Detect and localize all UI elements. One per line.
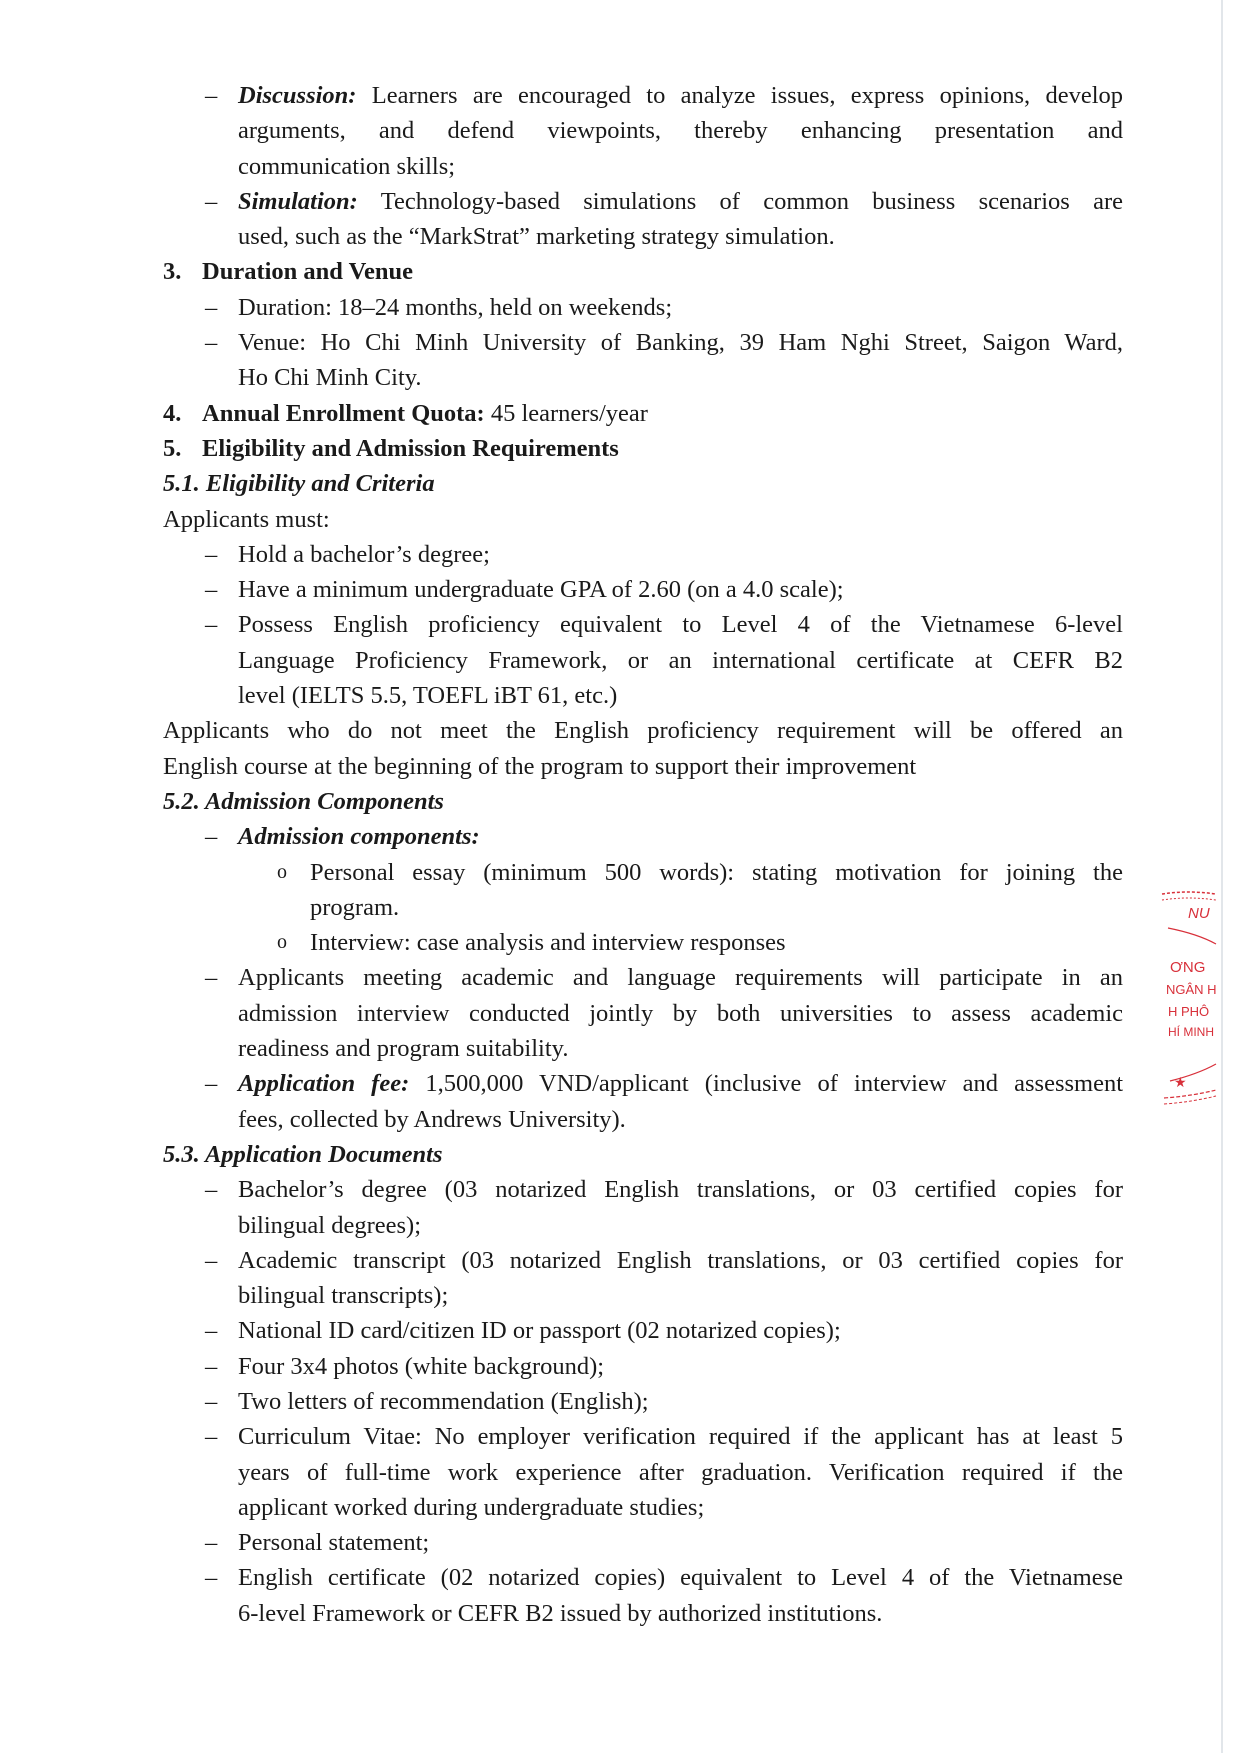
bullet-duration: – Duration: 18–24 months, held on weekends;: [163, 290, 1123, 325]
subsection-5-3-heading: 5.3. Application Documents: [163, 1140, 443, 1168]
bullet-gpa: – Have a minimum undergraduate GPA of 2.60 (on a 4.0 scale);: [163, 572, 1123, 607]
bullet-venue: – Venue: Ho Chi Minh University of Banking, 39 Ham Nghi Street, Saigon Ward, Ho Chi Minh City.: [163, 325, 1123, 396]
dash-bullet: –: [205, 576, 218, 604]
bullet-simulation: – Simulation: Technology-based simulations of common business scenarios are used, such as the “MarkStrat” marketing strategy simulation.: [163, 184, 1123, 255]
subsection-5-2-heading: 5.2. Admission Components: [163, 787, 444, 815]
dash-bullet: –: [205, 823, 218, 851]
circle-bullet: o: [277, 931, 287, 954]
application-fee-value: 1,500,000 VND/applicant (inclusive of interview and assessment: [425, 1070, 1124, 1098]
doc-item: – Personal statement;: [163, 1525, 1123, 1560]
section-4-heading: 4. Annual Enrollment Quota: 45 learners/year: [163, 399, 648, 427]
star-icon: ★: [1174, 1074, 1187, 1090]
dash-bullet: –: [205, 540, 218, 568]
english-note: Applicants who do not meet the English proficiency requirement will be offered an: [163, 717, 1123, 745]
bullet-label: Discussion:: [238, 82, 357, 109]
dash-bullet: –: [205, 1176, 218, 1204]
component-essay: o Personal essay (minimum 500 words): stating motivation for joining the program.: [163, 855, 1123, 926]
doc-item: – Four 3x4 photos (white background);: [163, 1349, 1123, 1384]
doc-item: – Academic transcript (03 notarized English translations, or 03 certified copies for bilingual transcripts);: [163, 1243, 1123, 1314]
doc-item: – Curriculum Vitae: No employer verification required if the applicant has at least 5 years of full-time work experience after graduation. Verification required if the applicant worked during undergraduate studies;: [163, 1419, 1123, 1525]
stamp-text: HÍ MINH: [1168, 1025, 1214, 1039]
bullet-admission-components: – Admission components:: [163, 819, 1123, 854]
stamp-text: ƠNG: [1170, 959, 1206, 976]
dash-bullet: –: [205, 1387, 218, 1415]
section-5-heading: 5. Eligibility and Admission Requirements: [163, 434, 619, 462]
dash-bullet: –: [205, 964, 218, 992]
dash-bullet: –: [205, 82, 218, 109]
page-edge: [1221, 0, 1223, 1753]
dash-bullet: –: [205, 1529, 218, 1557]
doc-item: – English certificate (02 notarized copies) equivalent to Level 4 of the Vietnamese 6-level Framework or CEFR B2 issued by authorized institutions.: [163, 1560, 1123, 1631]
dash-bullet: –: [205, 1317, 218, 1345]
circle-bullet: o: [277, 860, 287, 883]
bullet-admission-interview: – Applicants meeting academic and language requirements will participate in an admission interview conducted jointly by both universities to assess academic readiness and program suitability.: [163, 960, 1123, 1066]
doc-item: – Bachelor’s degree (03 notarized English translations, or 03 certified copies for bilingual degrees);: [163, 1172, 1123, 1243]
dash-bullet: –: [205, 329, 218, 357]
official-seal-stamp: [1166, 888, 1222, 1138]
dash-bullet: –: [205, 1246, 218, 1274]
subsection-5-1-heading: 5.1. Eligibility and Criteria: [163, 470, 435, 498]
section-3-heading: 3. Duration and Venue: [163, 258, 414, 286]
component-interview: o Interview: case analysis and interview responses: [163, 925, 1123, 960]
dash-bullet: –: [205, 611, 218, 639]
bullet-bachelor: – Hold a bachelor’s degree;: [163, 537, 1123, 572]
bullet-english: – Possess English proficiency equivalent to Level 4 of the Vietnamese 6-level Language Proficiency Framework, or an international certificate at CEFR B2 level (IELTS 5.5, TOEFL iBT 61, etc.): [163, 607, 1123, 713]
dash-bullet: –: [205, 293, 218, 321]
doc-item: – National ID card/citizen ID or passport (02 notarized copies);: [163, 1313, 1123, 1348]
stamp-text: NU: [1188, 905, 1210, 922]
enrollment-quota-value: 45 learners/year: [490, 399, 648, 427]
doc-item: – Two letters of recommendation (English);: [163, 1384, 1123, 1419]
dash-bullet: –: [205, 1423, 218, 1451]
document-body: – Discussion: Learners are encouraged to analyze issues, express opinions, develop arguments, and defend viewpoints, thereby enhancing presentation and communication skills; – Simulation: Technology-based simulations of common business scenarios are used, such as the “MarkStrat” marketing strategy simulation. 3. Duration and Venue – Duration: 18–24 months, held on weekends; – Venue: Ho Chi Minh University of Banking, 39 Ham Nghi Street, Saigon Ward, Ho Chi Minh City. 4. Annual Enrollment Quota: 45 learners/year 5. Eligibility and Admission Requirements 5.1. Eligibility and Criteria Applicants must: – Hold a bachelor’s degree; – Have a minimum undergraduate GPA of 2.60 (on a 4.0 scale); – Possess English proficiency equivalent to Level 4 of the Vietnamese 6-level Language Proficiency Framework, or an international certificate at CEFR B2 level (IELTS 5.5, TOEFL iBT 61, etc.) Applicants who do not meet the English proficiency requirement will be offered an English course at the beginning of the program to support their improvement 5.2. Admission Components – Admission components: o Personal essay (minimum 500 words): stating motivation for joining the program. o Interview: case analysis and interview responses – Applicants meeting academic and language requirements will participate in an admission interview conducted jointly by both universities to assess academic readiness and program suitability. – Application fee: 1,500,000 VND/applicant (inclusive of interview and assessment fees, collected by Andrews University). 5.3. Application Documents – Bachelor’s degree (03 notarized English translations, or 03 certified copies for bilingual degrees); – Academic transcript (03 notarized English translations, or 03 certified copies for bilingual transcripts); – National ID card/citizen ID or passport (02 notarized copies); – Four 3x4 photos (white background); – Two letters of recommendation (English); – Curriculum Vitae: No employer verification required if the applicant has at least 5 years of full-time work experience after graduation. Verification required if the applicant worked during undergraduate studies; – Personal statement; – English certificate (02 notarized copies) equivalent to Level 4 of the Vietnamese 6-level Framework or CEFR B2 issued by authorized institutions.: [163, 78, 1123, 1631]
bullet-label: Simulation:: [238, 187, 358, 215]
dash-bullet: –: [205, 1352, 218, 1380]
dash-bullet: –: [205, 187, 218, 215]
bullet-application-fee: – Application fee: 1,500,000 VND/applicant (inclusive of interview and assessment fees, collected by Andrews University).: [163, 1066, 1123, 1137]
dash-bullet: –: [205, 1070, 218, 1098]
stamp-text: H PHÔ: [1168, 1004, 1210, 1019]
stamp-text: NGÂN H: [1166, 982, 1217, 997]
bullet-discussion: – Discussion: Learners are encouraged to analyze issues, express opinions, develop arguments, and defend viewpoints, thereby enhancing presentation and communication skills;: [163, 78, 1123, 184]
dash-bullet: –: [205, 1564, 218, 1592]
applicants-intro: Applicants must:: [163, 505, 330, 533]
